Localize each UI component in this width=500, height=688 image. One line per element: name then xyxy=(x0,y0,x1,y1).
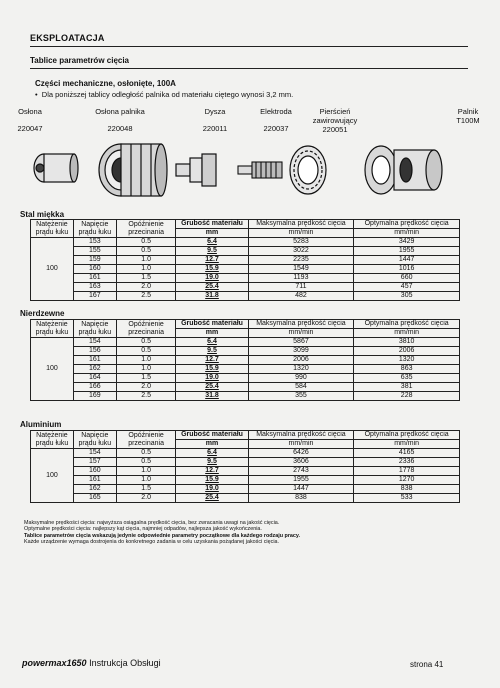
table-row xyxy=(31,383,460,392)
cell-opt: 2336 xyxy=(354,458,460,467)
cell-opt: 635 xyxy=(354,374,460,383)
cell-thickness: 15.9 xyxy=(176,476,248,485)
part-label xyxy=(246,107,306,133)
cell-delay: 2.5 xyxy=(116,392,176,401)
swirl-ring-icon xyxy=(290,146,326,194)
retaining-cap-icon xyxy=(99,144,167,196)
cell-delay: 2.0 xyxy=(116,383,176,392)
unit-thickness: mm xyxy=(176,329,248,338)
cell-delay: 0.5 xyxy=(116,347,176,356)
cell-opt: 838 xyxy=(354,485,460,494)
header-current: Natężenie prądu łuku xyxy=(31,431,74,449)
part-label xyxy=(448,107,488,125)
cell-thickness: 6.4 xyxy=(176,449,248,458)
cell-flow: 160 xyxy=(73,467,116,476)
electrode-icon xyxy=(238,162,282,178)
table-row xyxy=(31,485,460,494)
header-max-speed: Maksymalna prędkość cięcia xyxy=(248,431,354,440)
cell-opt: 1955 xyxy=(354,247,460,256)
cell-delay: 1.0 xyxy=(116,476,176,485)
part-name: Elektroda xyxy=(260,107,292,116)
cell-opt: 1016 xyxy=(354,265,460,274)
cell-thickness: 6.4 xyxy=(176,238,248,247)
table-row xyxy=(31,238,460,247)
table-label-aluminium: Aluminium xyxy=(20,420,62,429)
header-thickness: Grubość materiału xyxy=(176,431,248,440)
cell-thickness: 9.5 xyxy=(176,347,248,356)
header-delay: Opóźnienie przecinania xyxy=(116,431,176,449)
cell-thickness: 19.0 xyxy=(176,374,248,383)
part-code: 220037 xyxy=(263,124,289,133)
cell-opt: 1778 xyxy=(354,467,460,476)
cell-opt: 660 xyxy=(354,274,460,283)
unit-max-speed: mm/min xyxy=(248,329,354,338)
cell-max: 3022 xyxy=(248,247,354,256)
cell-thickness: 15.9 xyxy=(176,265,248,274)
cell-delay: 2.5 xyxy=(116,292,176,301)
cell-opt: 533 xyxy=(354,494,460,503)
cell-delay: 2.0 xyxy=(116,494,176,503)
cell-flow: 161 xyxy=(73,274,116,283)
cell-flow: 160 xyxy=(73,265,116,274)
unit-max-speed: mm/min xyxy=(248,440,354,449)
cell-thickness: 12.7 xyxy=(176,356,248,365)
table-aluminium xyxy=(30,430,460,503)
header-flow: Napięcie prądu łuku xyxy=(73,220,116,238)
cell-flow: 154 xyxy=(73,449,116,458)
cell-max: 838 xyxy=(248,494,354,503)
part-code: 220051 xyxy=(322,125,348,134)
cell-max: 5867 xyxy=(248,338,354,347)
divider xyxy=(30,46,468,47)
unit-opt-speed: mm/min xyxy=(354,229,460,238)
cell-thickness: 12.7 xyxy=(176,256,248,265)
cell-flow: 165 xyxy=(73,494,116,503)
table-row xyxy=(31,494,460,503)
table-header-row xyxy=(31,431,460,440)
note-line: Maksymalne prędkości cięcia: najwyższa osiągalna prędkość cięcia, bez zwracania uwagi na jakość cięcia. xyxy=(24,520,280,526)
cell-max: 1193 xyxy=(248,274,354,283)
table-row xyxy=(31,356,460,365)
header-delay: Opóźnienie przecinania xyxy=(116,320,176,338)
table-row xyxy=(31,458,460,467)
header-thickness: Grubość materiału xyxy=(176,320,248,329)
cell-current: 100 xyxy=(31,449,74,503)
page-number: strona 41 xyxy=(410,660,444,669)
cell-max: 584 xyxy=(248,383,354,392)
cell-flow: 161 xyxy=(73,356,116,365)
part-name: Osłona xyxy=(18,107,42,116)
cell-delay: 0.5 xyxy=(116,247,176,256)
cell-thickness: 25.4 xyxy=(176,494,248,503)
table-row xyxy=(31,476,460,485)
header-flow: Napięcie prądu łuku xyxy=(73,320,116,338)
table-row xyxy=(31,256,460,265)
parts-bullet: • Dla poniższej tablicy odległość palnika od materiału ciętego wynosi 3,2 mm. xyxy=(35,90,294,99)
parts-bullet-text: Dla poniższej tablicy odległość palnika od materiału ciętego wynosi 3,2 mm. xyxy=(41,90,294,99)
table-row xyxy=(31,338,460,347)
part-label xyxy=(300,107,370,134)
part-name: Dysza xyxy=(204,107,226,116)
notes xyxy=(24,520,464,546)
cell-flow: 167 xyxy=(73,292,116,301)
part-code: 220048 xyxy=(107,124,133,133)
header-thickness: Grubość materiału xyxy=(176,220,248,229)
header-opt-speed: Optymalna prędkość cięcia xyxy=(354,220,460,229)
table-row xyxy=(31,467,460,476)
cell-max: 482 xyxy=(248,292,354,301)
cell-flow: 166 xyxy=(73,383,116,392)
parts-title: Części mechaniczne, osłonięte, 100A xyxy=(35,79,176,88)
unit-opt-speed: mm/min xyxy=(354,440,460,449)
cell-opt: 4165 xyxy=(354,449,460,458)
parts-illustration xyxy=(26,140,476,202)
cell-thickness: 25.4 xyxy=(176,383,248,392)
cell-delay: 2.0 xyxy=(116,283,176,292)
footer-brand xyxy=(22,658,161,668)
table-header-row xyxy=(31,220,460,229)
part-code: 220047 xyxy=(17,124,43,133)
table-label-stainless: Nierdzewne xyxy=(20,309,65,318)
note-line: Każde urządzenie wymaga dostrojenia do konkretnego zadania w celu uzyskania pożądanej jakości cięcia. xyxy=(24,539,280,546)
cell-flow: 155 xyxy=(73,247,116,256)
cell-delay: 0.5 xyxy=(116,338,176,347)
cell-opt: 2006 xyxy=(354,347,460,356)
part-name: Osłona palnika xyxy=(95,107,145,116)
cell-flow: 159 xyxy=(73,256,116,265)
table-row xyxy=(31,283,460,292)
cell-opt: 381 xyxy=(354,383,460,392)
cell-max: 3099 xyxy=(248,347,354,356)
cell-opt: 228 xyxy=(354,392,460,401)
part-name: Pierścień zawirowujący xyxy=(312,107,358,125)
table-row xyxy=(31,274,460,283)
cell-delay: 1.0 xyxy=(116,265,176,274)
table-row xyxy=(31,347,460,356)
cell-flow: 156 xyxy=(73,347,116,356)
note-line: Tablice parametrów cięcia wskazują jedynie odpowiednie parametry początkowe dla każdego rodzaju pracy. xyxy=(24,532,301,539)
cell-opt: 1447 xyxy=(354,256,460,265)
cell-flow: 169 xyxy=(73,392,116,401)
cell-delay: 1.5 xyxy=(116,374,176,383)
table-mild-steel xyxy=(30,219,460,301)
doc-name: Instrukcja Obsługi xyxy=(89,658,161,668)
header-current: Natężenie prądu łuku xyxy=(31,220,74,238)
cell-delay: 1.5 xyxy=(116,485,176,494)
cell-max: 1447 xyxy=(248,485,354,494)
cell-flow: 162 xyxy=(73,485,116,494)
cell-opt: 3810 xyxy=(354,338,460,347)
cell-thickness: 25.4 xyxy=(176,283,248,292)
table-row xyxy=(31,292,460,301)
table-stainless xyxy=(30,319,460,401)
cell-opt: 1270 xyxy=(354,476,460,485)
unit-max-speed: mm/min xyxy=(248,229,354,238)
header-current: Natężenie prądu łuku xyxy=(31,320,74,338)
cell-flow: 153 xyxy=(73,238,116,247)
cell-flow: 164 xyxy=(73,374,116,383)
unit-thickness: mm xyxy=(176,229,248,238)
cell-current: 100 xyxy=(31,338,74,401)
cell-max: 711 xyxy=(248,283,354,292)
cell-flow: 154 xyxy=(73,338,116,347)
divider xyxy=(30,68,468,69)
unit-thickness: mm xyxy=(176,440,248,449)
nozzle-icon xyxy=(176,154,216,186)
cell-opt: 457 xyxy=(354,283,460,292)
cell-max: 355 xyxy=(248,392,354,401)
cell-max: 2743 xyxy=(248,467,354,476)
part-name: Palnik xyxy=(457,107,479,116)
cell-delay: 0.5 xyxy=(116,458,176,467)
cell-thickness: 31.8 xyxy=(176,292,248,301)
cell-max: 3606 xyxy=(248,458,354,467)
cell-max: 1955 xyxy=(248,476,354,485)
cell-thickness: 9.5 xyxy=(176,458,248,467)
cell-opt: 305 xyxy=(354,292,460,301)
cell-thickness: 19.0 xyxy=(176,274,248,283)
cell-thickness: 19.0 xyxy=(176,485,248,494)
cell-max: 1320 xyxy=(248,365,354,374)
unit-opt-speed: mm/min xyxy=(354,329,460,338)
cell-max: 1549 xyxy=(248,265,354,274)
torch-icon xyxy=(365,146,442,194)
cell-thickness: 15.9 xyxy=(176,365,248,374)
cell-thickness: 6.4 xyxy=(176,338,248,347)
part-label xyxy=(10,107,50,133)
cell-delay: 1.0 xyxy=(116,256,176,265)
header-max-speed: Maksymalna prędkość cięcia xyxy=(248,320,354,329)
cell-opt: 1320 xyxy=(354,356,460,365)
table-row xyxy=(31,392,460,401)
part-label xyxy=(70,107,170,133)
cell-flow: 161 xyxy=(73,476,116,485)
header-flow: Napięcie prądu łuku xyxy=(73,431,116,449)
cell-delay: 1.5 xyxy=(116,274,176,283)
cell-flow: 157 xyxy=(73,458,116,467)
cell-max: 6426 xyxy=(248,449,354,458)
cell-thickness: 9.5 xyxy=(176,247,248,256)
header-opt-speed: Optymalna prędkość cięcia xyxy=(354,431,460,440)
cell-max: 990 xyxy=(248,374,354,383)
cell-delay: 0.5 xyxy=(116,449,176,458)
header-opt-speed: Optymalna prędkość cięcia xyxy=(354,320,460,329)
cell-opt: 863 xyxy=(354,365,460,374)
cell-delay: 0.5 xyxy=(116,238,176,247)
cell-opt: 3429 xyxy=(354,238,460,247)
table-row xyxy=(31,374,460,383)
part-label xyxy=(180,107,250,133)
brand-name: powermax1650 xyxy=(22,658,87,668)
cell-max: 2006 xyxy=(248,356,354,365)
section-title: EKSPLOATACJA xyxy=(30,33,105,43)
page-subtitle: Tablice parametrów cięcia xyxy=(30,56,130,65)
cell-delay: 1.0 xyxy=(116,467,176,476)
cell-thickness: 12.7 xyxy=(176,467,248,476)
table-label-mild-steel: Stal miękka xyxy=(20,210,65,219)
cell-max: 5283 xyxy=(248,238,354,247)
cell-max: 2235 xyxy=(248,256,354,265)
table-header-row xyxy=(31,320,460,329)
cell-delay: 1.0 xyxy=(116,356,176,365)
note-line: Optymalne prędkości cięcia: najlepszy kąt cięcia, najmniej odpadów, najlepsza jakość wykończenia. xyxy=(24,526,262,533)
cell-flow: 162 xyxy=(73,365,116,374)
header-max-speed: Maksymalna prędkość cięcia xyxy=(248,220,354,229)
cell-thickness: 31.8 xyxy=(176,392,248,401)
table-row xyxy=(31,247,460,256)
shield-part-icon xyxy=(34,154,78,182)
cell-flow: 163 xyxy=(73,283,116,292)
cell-delay: 1.0 xyxy=(116,365,176,374)
cell-current: 100 xyxy=(31,238,74,301)
table-row xyxy=(31,265,460,274)
table-row xyxy=(31,449,460,458)
header-delay: Opóźnienie przecinania xyxy=(116,220,176,238)
part-code: 220011 xyxy=(202,124,228,133)
table-row xyxy=(31,365,460,374)
part-code: T100M xyxy=(456,116,480,125)
